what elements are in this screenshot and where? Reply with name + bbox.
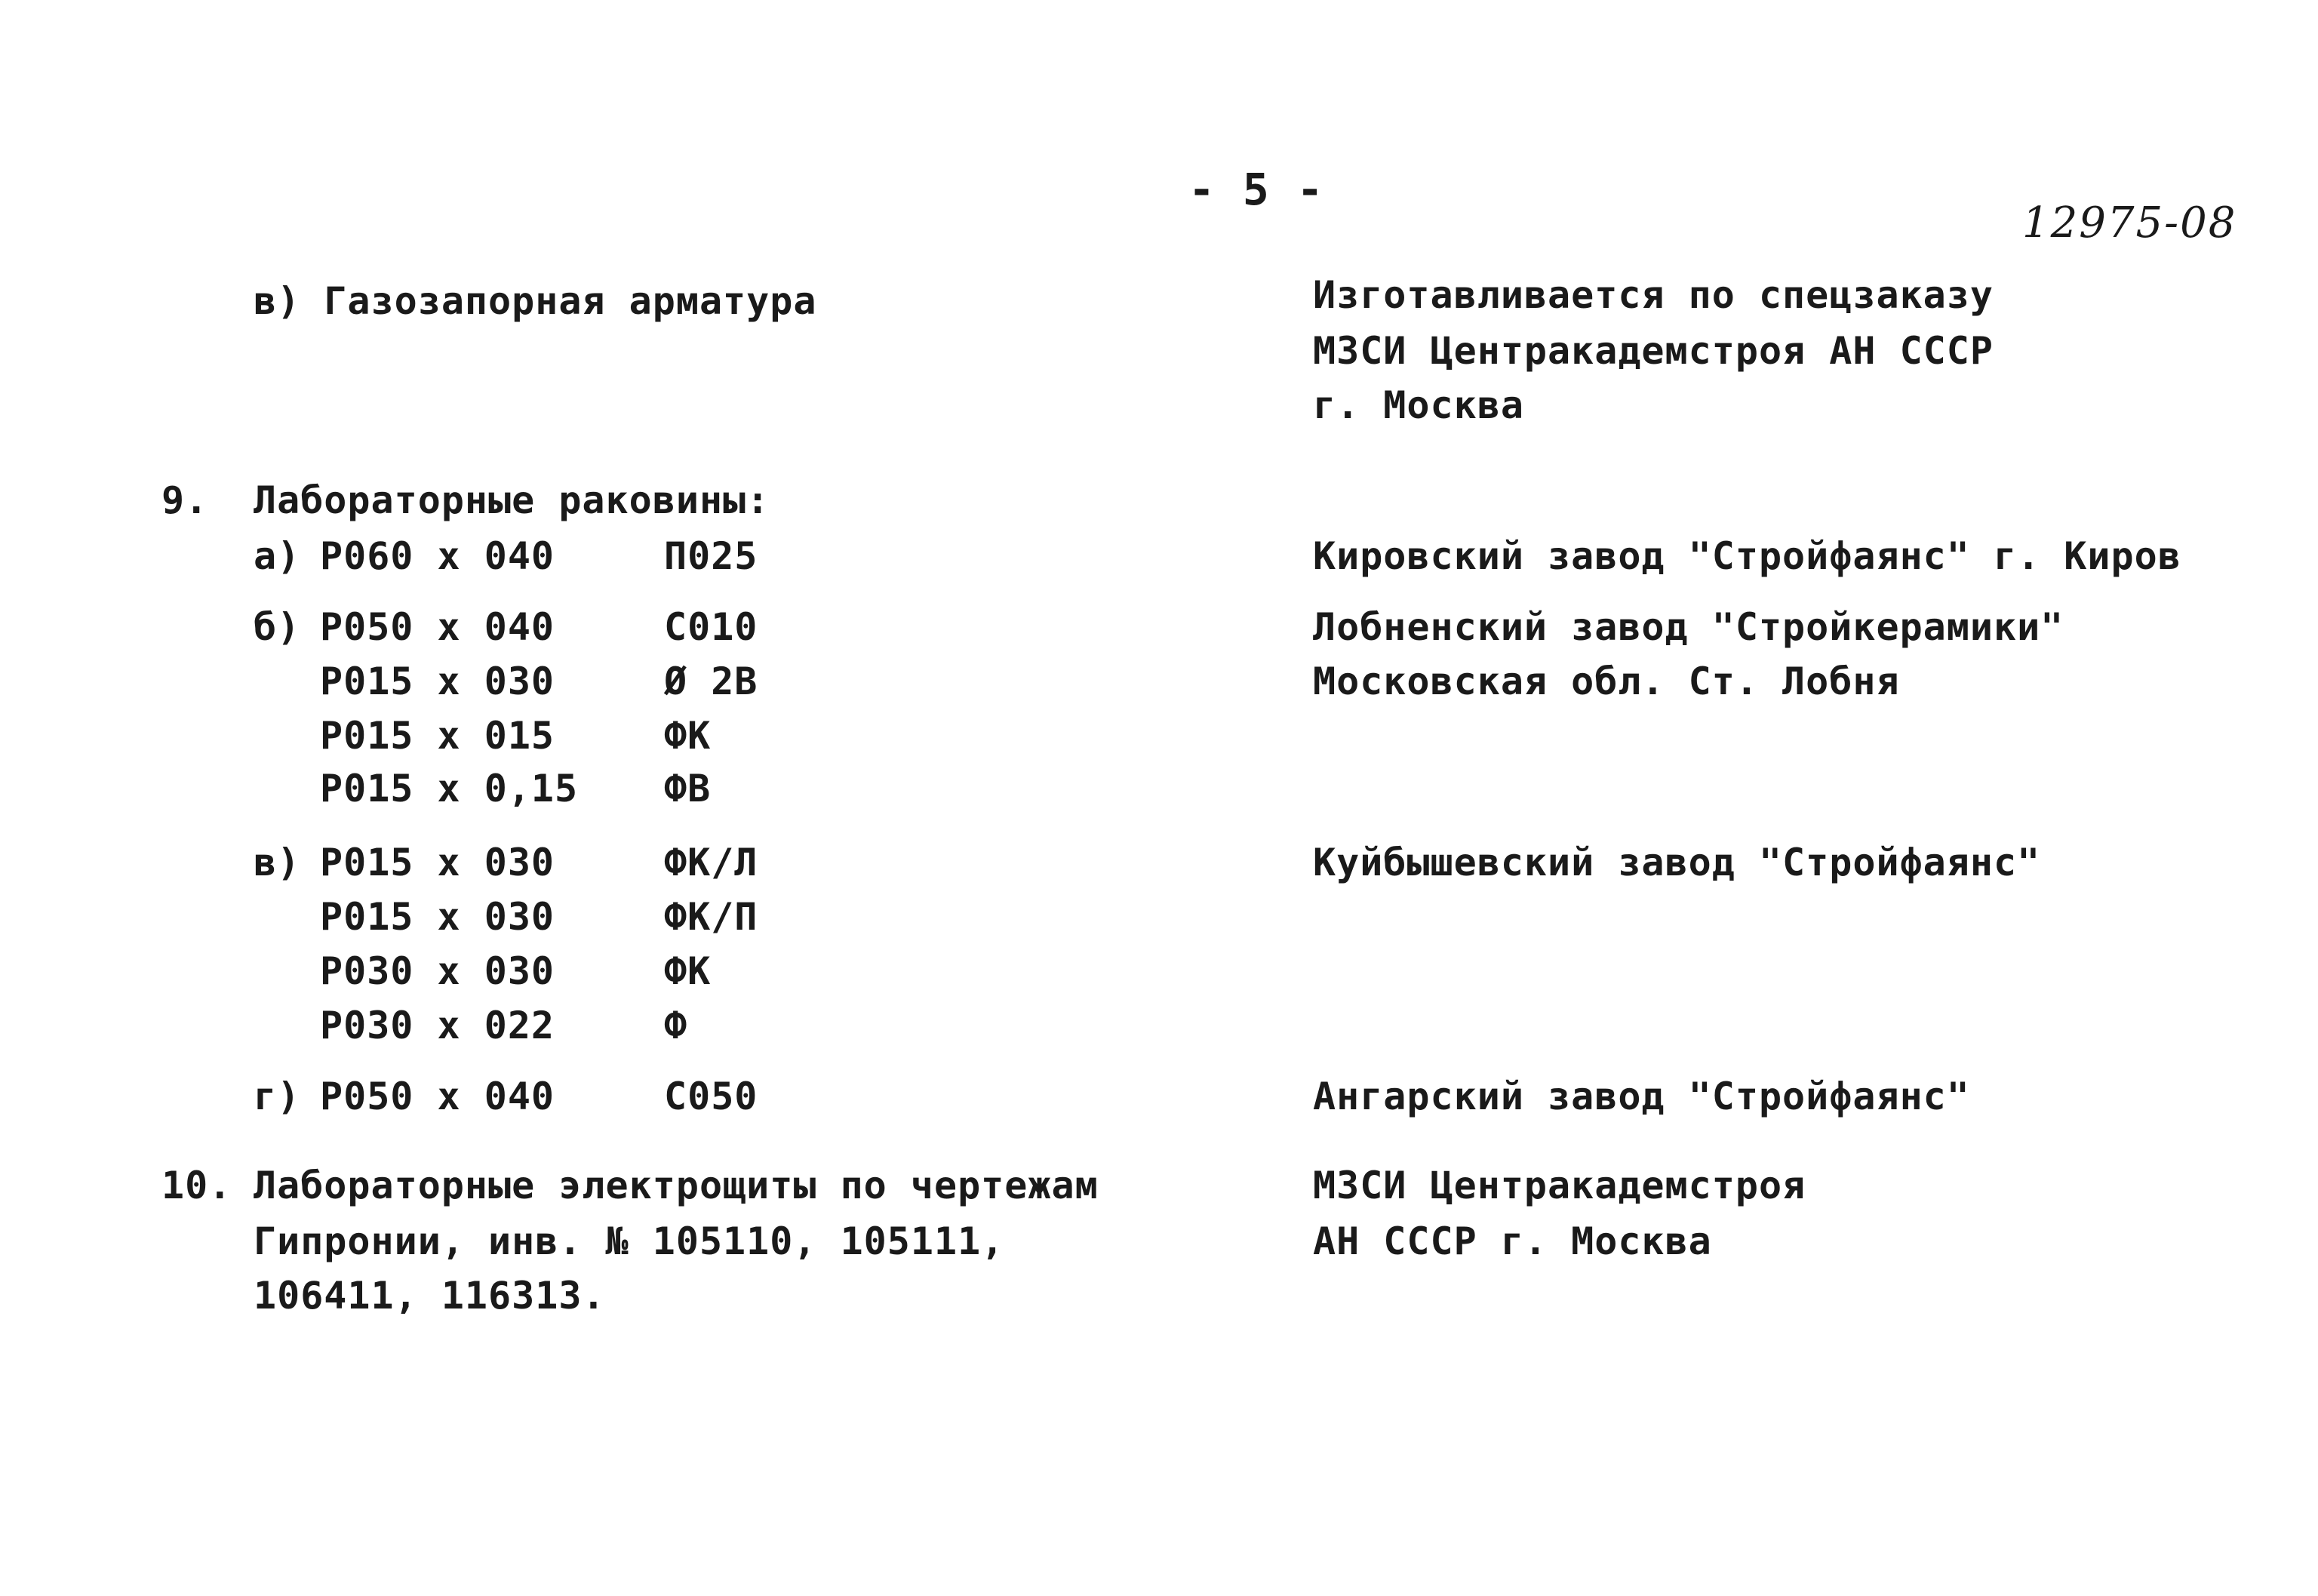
- group-v-row-3-type: ФК: [664, 949, 712, 993]
- gas-fittings-label: в) Газозапорная арматура: [254, 279, 817, 323]
- group-b-label: б): [254, 605, 301, 649]
- item-9-title: Лабораторные раковины:: [254, 478, 770, 522]
- group-v-row-4-type: Ф: [664, 1004, 688, 1047]
- group-v-row-1-size: Р015 x 030: [320, 841, 555, 884]
- gas-fittings-manufacturer-line-2: МЗСИ Центракадемстроя АН СССР: [1313, 329, 1994, 373]
- group-b-row-4-size: Р015 x 0,15: [320, 767, 579, 810]
- item-10-manufacturer-line-2: АН СССР г. Москва: [1313, 1219, 1712, 1263]
- item-10-line-1: Лабораторные электрощиты по чертежам: [254, 1164, 1099, 1207]
- group-g-row-1-size: Р050 x 040: [320, 1075, 555, 1118]
- gas-fittings-manufacturer-line-3: г. Москва: [1313, 383, 1524, 427]
- group-b-row-2-type: Ø 2В: [664, 660, 758, 703]
- group-v-label: в): [254, 841, 301, 884]
- group-v-row-3-size: Р030 x 030: [320, 949, 555, 993]
- document-code: 12975-08: [2022, 198, 2237, 248]
- group-b-manufacturer-line-1: Лобненский завод "Стройкерамики": [1313, 605, 2064, 649]
- group-b-row-3-size: Р015 x 015: [320, 714, 555, 758]
- group-b-manufacturer-line-2: Московская обл. Ст. Лобня: [1313, 660, 1900, 703]
- group-b-row-4-type: ФВ: [664, 767, 712, 810]
- group-b-row-1-size: Р050 x 040: [320, 605, 555, 649]
- group-v-row-4-size: Р030 x 022: [320, 1004, 555, 1047]
- item-9-number: 9.: [161, 478, 209, 522]
- group-a-row-1-type: П025: [664, 534, 758, 578]
- group-g-label: г): [254, 1075, 301, 1118]
- item-10-line-2: Гипронии, инв. № 105110, 105111,: [254, 1219, 1005, 1263]
- group-v-row-2-size: Р015 x 030: [320, 895, 555, 939]
- group-b-row-1-type: С010: [664, 605, 758, 649]
- gas-fittings-manufacturer-line-1: Изготавливается по спецзаказу: [1313, 273, 1994, 317]
- group-v-row-1-type: ФК/Л: [664, 841, 758, 884]
- group-b-row-3-type: ФК: [664, 714, 712, 758]
- group-v-row-2-type: ФК/П: [664, 895, 758, 939]
- group-a-row-1-size: Р060 x 040: [320, 534, 555, 578]
- group-b-row-2-size: Р015 x 030: [320, 660, 555, 703]
- page-number: - 5 -: [1188, 164, 1324, 215]
- group-g-manufacturer: Ангарский завод "Стройфаянс": [1313, 1075, 1970, 1118]
- group-a-label: а): [254, 534, 301, 578]
- item-10-line-3: 106411, 116313.: [254, 1274, 606, 1318]
- group-a-manufacturer: Кировский завод "Стройфаянс" г. Киров: [1313, 534, 2181, 578]
- item-10-number: 10.: [161, 1164, 232, 1207]
- item-10-manufacturer-line-1: МЗСИ Центракадемстроя: [1313, 1164, 1806, 1207]
- group-v-manufacturer: Куйбышевский завод "Стройфаянс": [1313, 841, 2041, 884]
- group-g-row-1-type: С050: [664, 1075, 758, 1118]
